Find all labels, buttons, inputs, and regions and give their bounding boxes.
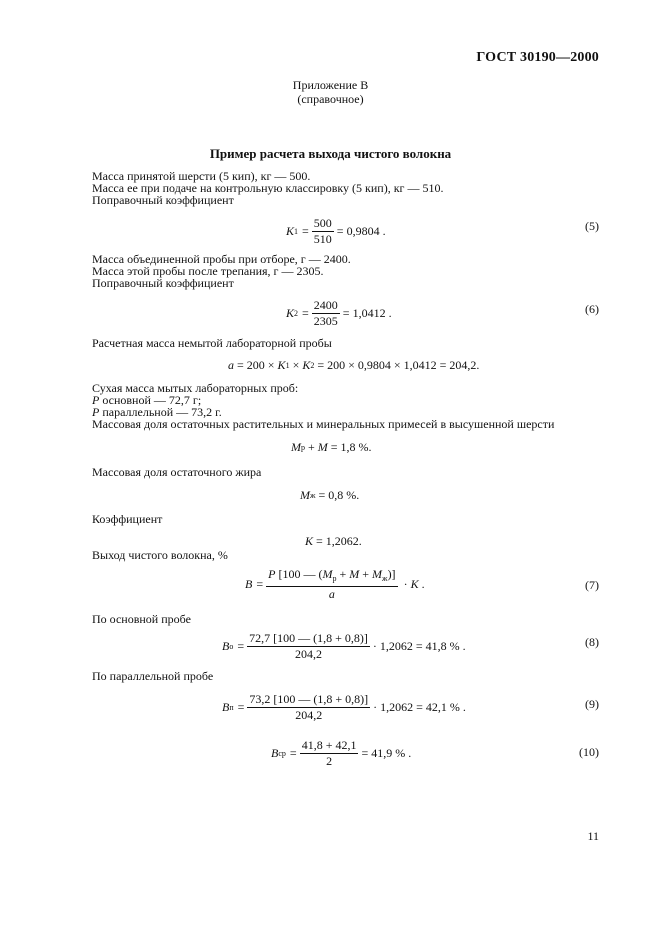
formula-text: . <box>418 577 425 591</box>
formula-sub: ср <box>278 749 286 758</box>
fraction <box>247 632 370 661</box>
formula-text: + <box>305 440 318 454</box>
formula-result: · 1,2062 = 42,1 % . <box>373 700 466 714</box>
formula-result: = 0,9804 . <box>336 224 386 238</box>
denominator: 2305 <box>313 314 338 328</box>
fraction <box>247 693 370 722</box>
formula-text: = 200 × 0,9804 × 1,0412 = 204,2. <box>314 358 480 372</box>
section-title: Пример расчета выхода чистого волокна <box>209 146 452 161</box>
denominator: 510 <box>313 232 332 246</box>
formula-text: + <box>359 567 373 581</box>
formula-var: M <box>291 440 301 454</box>
text-part: основной — 72,7 г; <box>99 393 202 407</box>
formula-7 <box>245 568 425 601</box>
equation-number: (8) <box>585 635 599 649</box>
formula-text: = 0,8 %. <box>315 488 360 502</box>
text-var: Р <box>92 393 100 407</box>
formula-var: K <box>286 224 295 238</box>
formula-result: = 41,9 % . <box>361 746 412 760</box>
text-line: Сухая масса мытых лабораторных проб: <box>92 381 299 395</box>
formula-var: M <box>349 567 360 581</box>
text-line: Массовая доля остаточного жира <box>92 465 262 479</box>
formula-var: K <box>286 306 295 320</box>
formula-sub: 2 <box>294 309 299 318</box>
formula-9 <box>222 693 466 722</box>
formula-sub: о <box>229 642 234 651</box>
formula-text: = 1,2062. <box>313 534 362 548</box>
text-line: Поправочный коэффициент <box>92 193 234 207</box>
text-line: Расчетная масса немытой лабораторной пробы <box>92 336 332 350</box>
equation-number: (9) <box>585 697 599 711</box>
formula-text: [100 — ( <box>275 567 323 581</box>
formula-eq: = <box>302 306 309 320</box>
formula-sub: 1 <box>285 361 290 370</box>
numerator: 41,8 + 42,1 <box>301 738 357 752</box>
formula-var: K <box>302 358 311 372</box>
text-line: По параллельной пробе <box>92 669 214 683</box>
fraction <box>300 739 359 768</box>
formula-text: = 1,8 %. <box>327 440 372 454</box>
text-line: Масса ее при подаче на контрольную классировку (5 кип), кг — 510. <box>92 181 444 195</box>
formula-var: K <box>410 577 419 591</box>
formula-text: + <box>336 567 350 581</box>
formula-sub: 1 <box>294 227 299 236</box>
text-line: Выход чистого волокна, % <box>92 548 228 562</box>
formula-eq: = <box>256 577 264 591</box>
text-line: Коэффициент <box>92 512 163 526</box>
text-part: параллельной — 73,2 г. <box>99 405 222 419</box>
formula-sub: р <box>301 443 305 452</box>
fraction <box>312 217 334 246</box>
formula-text: = 200 × <box>234 358 278 372</box>
formula-var: B <box>222 700 230 714</box>
equation-number: (7) <box>585 578 599 592</box>
formula-mzh <box>300 488 359 503</box>
annex-type: (справочное) <box>297 92 364 106</box>
text-var: Р <box>92 405 100 419</box>
fraction <box>266 568 397 601</box>
formula-sub: р <box>332 574 337 583</box>
formula-var: M <box>372 567 383 581</box>
text-line: Масса объединенной пробы при отборе, г — 2400. <box>92 252 351 266</box>
numerator: 2400 <box>313 298 338 312</box>
formula-5 <box>286 217 386 246</box>
formula-eq: = <box>289 746 297 760</box>
formula-text: )] <box>387 567 396 581</box>
text-line: Масса принятой шерсти (5 кип), кг — 500. <box>92 169 311 183</box>
formula-result: = 1,0412 . <box>342 306 392 320</box>
formula-result: · 1,2062 = 41,8 % . <box>372 639 466 653</box>
numerator: 73,2 [100 — (1,8 + 0,8)] <box>249 692 369 706</box>
formula-var: a <box>228 358 234 372</box>
text-line: Поправочный коэффициент <box>92 276 234 290</box>
formula-sub: ж <box>382 574 388 583</box>
equation-number: (5) <box>585 219 599 233</box>
formula-text: × <box>289 358 303 372</box>
numerator <box>266 568 397 587</box>
denominator: 2 <box>326 754 333 768</box>
numerator: 72,7 [100 — (1,8 + 0,8)] <box>249 631 368 645</box>
annex-heading <box>0 78 661 106</box>
formula-8 <box>222 632 466 661</box>
formula-a <box>228 358 479 373</box>
fraction <box>312 299 340 328</box>
formula-var: M <box>317 440 328 454</box>
formula-var: B <box>222 639 230 653</box>
formula-eq: = <box>237 639 245 653</box>
text-line: По основной пробе <box>92 612 191 626</box>
denominator: 204,2 <box>295 708 323 722</box>
standard-code: ГОСТ 30190—2000 <box>476 50 599 65</box>
text-line: Массовая доля остаточных растительных и минеральных примесей в высушенной шерсти <box>92 417 555 431</box>
formula-m <box>291 440 372 455</box>
equation-number: (10) <box>579 745 599 759</box>
formula-var: a <box>328 587 335 601</box>
formula-10 <box>271 739 411 768</box>
formula-var: K <box>305 534 314 548</box>
formula-var: M <box>300 488 310 502</box>
formula-k <box>305 534 362 549</box>
formula-sub: 2 <box>310 361 315 370</box>
text-line: Масса этой пробы после трепания, г — 2305. <box>92 264 324 278</box>
formula-var: K <box>277 358 286 372</box>
formula-var: B <box>271 746 279 760</box>
formula-var: P <box>268 567 276 581</box>
page-number: 11 <box>587 829 599 843</box>
formula-sub: ж <box>310 491 316 500</box>
formula-6 <box>286 299 392 328</box>
formula-var: B <box>245 577 253 591</box>
formula-sub: п <box>229 703 234 712</box>
equation-number: (6) <box>585 302 599 316</box>
denominator <box>327 587 337 601</box>
denominator: 204,2 <box>295 647 322 661</box>
formula-text: · <box>400 577 411 591</box>
formula-eq: = <box>302 224 309 238</box>
formula-eq: = <box>237 700 245 714</box>
formula-var: M <box>322 567 333 581</box>
annex-title: Приложение В <box>292 78 369 92</box>
numerator: 500 <box>313 216 332 230</box>
